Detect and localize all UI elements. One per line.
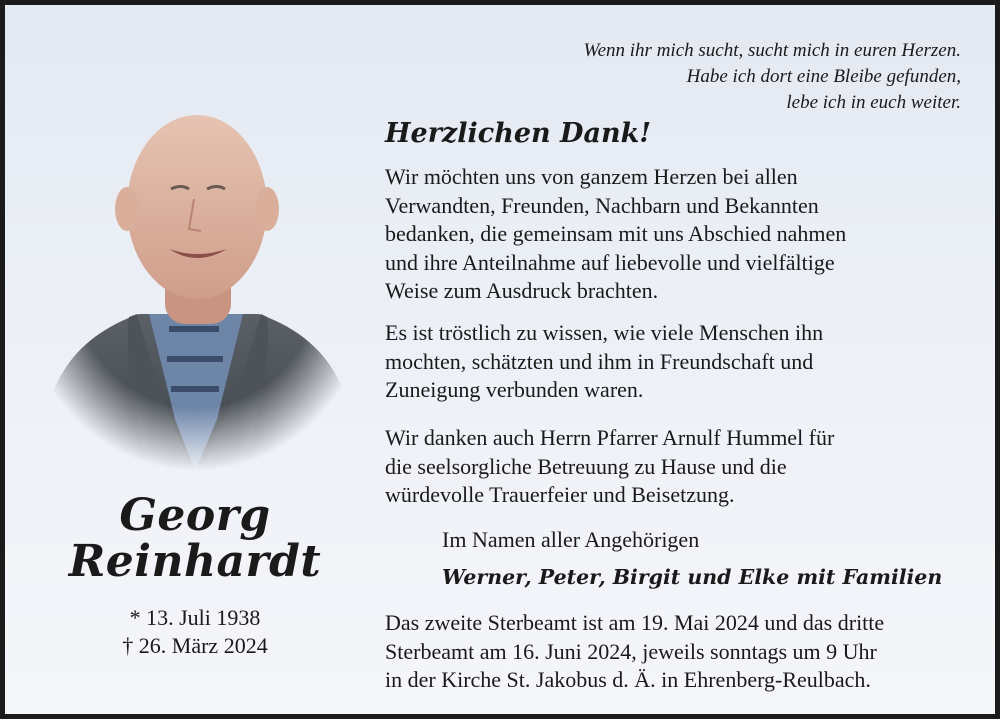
text-line: würdevolle Trauerfeier und Beisetzung. [385, 482, 735, 507]
death-date: † 26. März 2024 [122, 633, 268, 658]
portrait-photo [29, 89, 363, 471]
text-line: Es ist tröstlich zu wissen, wie viele Menschen ihn [385, 320, 824, 345]
text-line: bedanken, die gemeinsam mit uns Abschied nahmen [385, 221, 847, 246]
text-line: Weise zum Ausdruck brachten. [385, 278, 659, 303]
text-line: Zuneigung verbunden waren. [385, 377, 644, 402]
on-behalf-text: Im Namen aller Angehörigen [442, 527, 700, 552]
text-line: Sterbeamt am 16. Juni 2024, jeweils sonntags um 9 Uhr [385, 638, 877, 664]
comfort-paragraph [385, 319, 985, 405]
text-line: Wir möchten uns von ganzem Herzen bei allen [385, 164, 798, 189]
text-line: in der Kirche St. Jakobus d. Ä. in Ehrenberg-Reulbach. [385, 667, 871, 692]
memorial-quote [441, 38, 961, 116]
quote-line: Wenn ihr mich sucht, sucht mich in euren Herzen. [583, 40, 961, 61]
quote-line: Habe ich dort eine Bleibe gefunden, [686, 66, 961, 87]
pastor-thanks-paragraph [385, 424, 985, 510]
last-name: Reinhardt [68, 536, 322, 587]
thanks-heading: Herzlichen Dank! [385, 118, 652, 149]
family-signers: Werner, Peter, Birgit und Elke mit Familien [442, 565, 943, 589]
text-line: mochten, schätzten und ihm in Freundschaft und [385, 348, 814, 374]
first-name: Georg [119, 490, 271, 541]
service-paragraph [385, 609, 985, 695]
text-line: Wir danken auch Herrn Pfarrer Arnulf Hummel für [385, 425, 835, 450]
thanks-paragraph [385, 163, 985, 306]
text-line: Verwandten, Freunden, Nachbarn und Bekannten [385, 192, 819, 218]
text-line: und ihre Anteilnahme auf liebevolle und vielfältige [385, 249, 835, 275]
birth-date: * 13. Juli 1938 [129, 605, 261, 630]
text-line: Das zweite Sterbeamt ist am 19. Mai 2024 und das dritte [385, 610, 885, 635]
text-line: die seelsorgliche Betreuung zu Hause und die [385, 453, 787, 479]
quote-line: lebe ich in euch weiter. [786, 92, 961, 113]
